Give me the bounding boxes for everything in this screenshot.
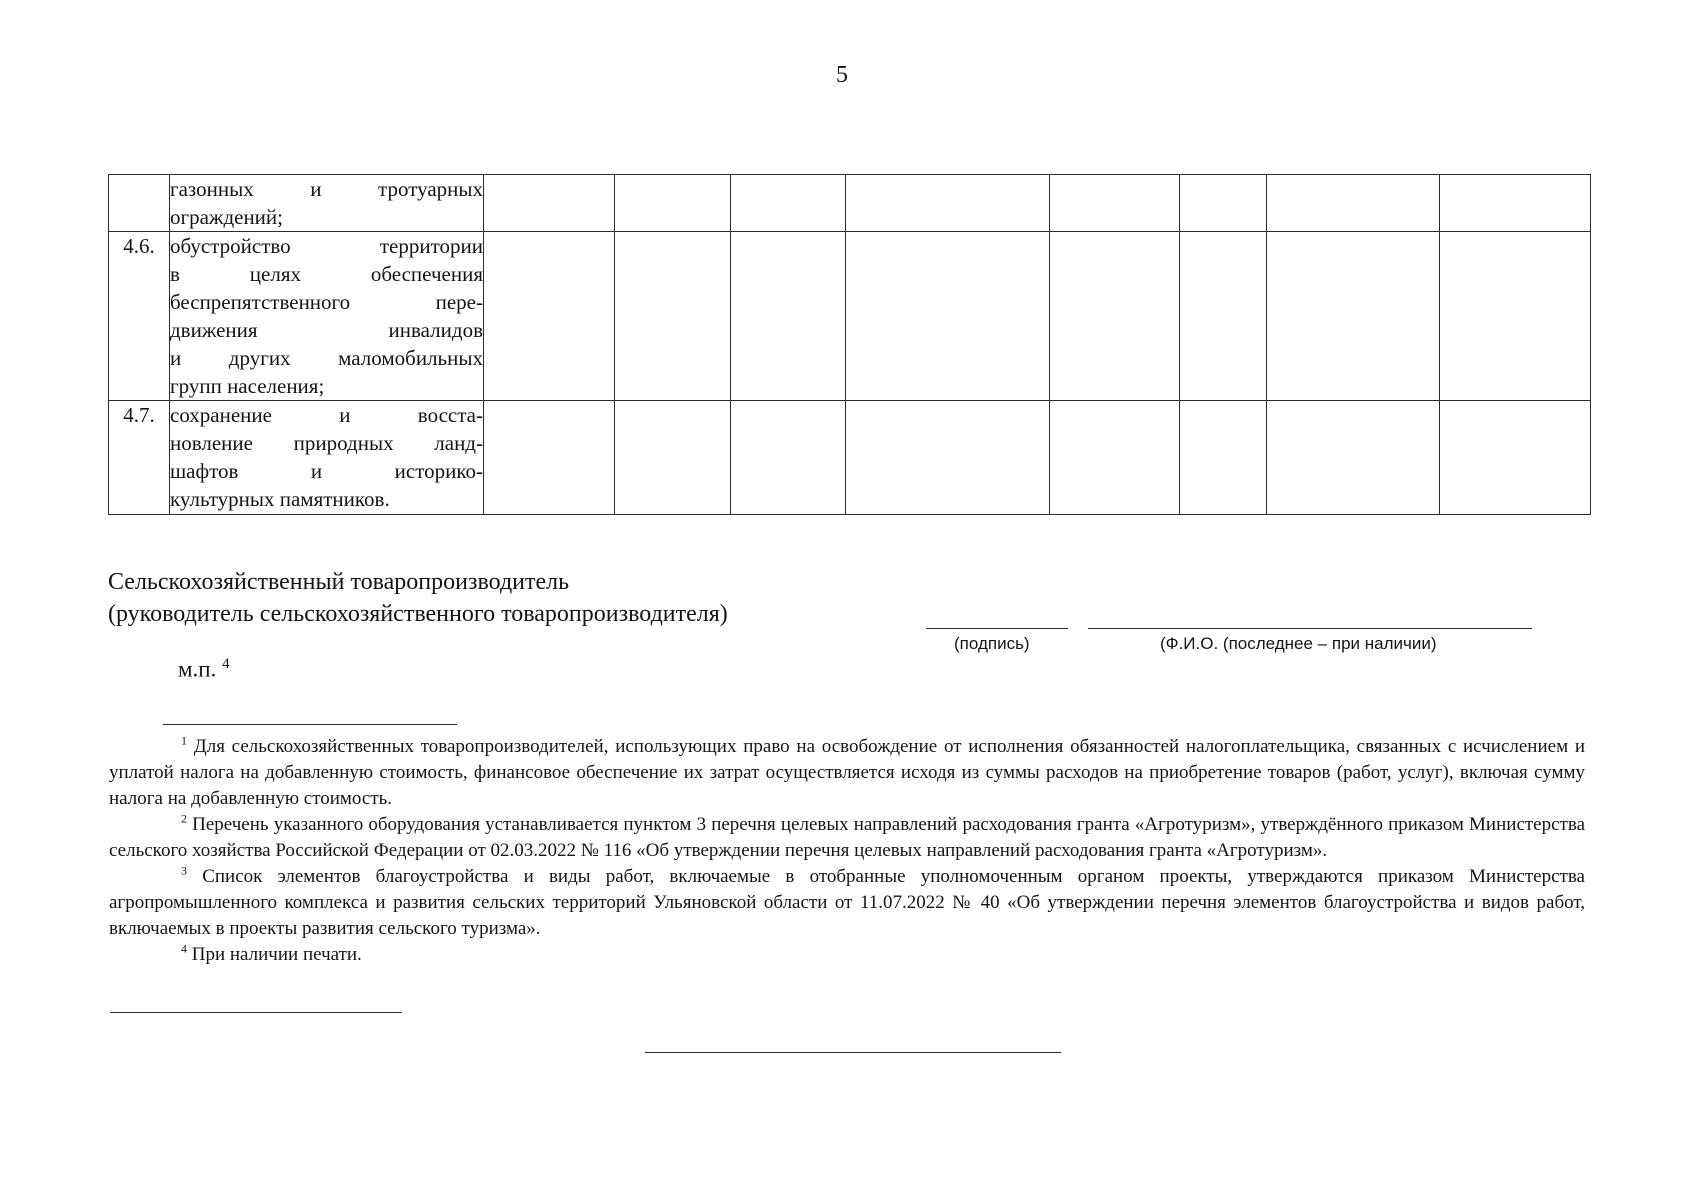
description-line: ограждений;: [170, 205, 283, 229]
table-cell: [731, 232, 846, 401]
table-cell: [1267, 401, 1440, 515]
end-rule-short: [110, 1012, 402, 1013]
signer-block: [108, 566, 728, 630]
table-cell: [731, 175, 846, 232]
footnotes: [109, 734, 1585, 968]
table-cell: [1180, 175, 1267, 232]
table-cell: [846, 401, 1050, 515]
footnote-marker: 3: [181, 863, 187, 878]
table-row: [109, 401, 1591, 515]
footnote-text: Список элементов благоустройства и виды работ, включаемые в отобранные уполномоченным органом проекты, утверждаются приказом Министерства агропромышленного комплекса и развития сельских территорий Ульяновской области от 11.07.2022 № 40 «Об утверждении перечня элементов благоустройства и видов работ, включаемых в проекты развития сельского туризма».: [109, 866, 1585, 939]
footnote: [109, 864, 1585, 942]
footnote-marker: 1: [181, 733, 187, 748]
footnote-text: Перечень указанного оборудования устанавливается пунктом 3 перечня целевых направлений расходования гранта «Агротуризм», утверждённого приказом Министерства сельского хозяйства Российской Федерации от 02.03.2022 № 116 «Об утверждении перечня целевых направлений расходования гранта «Агротуризм».: [109, 814, 1585, 861]
description-line: и других маломобильных: [170, 346, 483, 370]
row-description: [170, 175, 484, 232]
table-cell: [846, 232, 1050, 401]
footnote: [109, 734, 1585, 812]
footnote-text: Для сельскохозяйственных товаропроизводителей, использующих право на освобождение от исполнения обязанностей налогоплательщика, связанных с исчислением и уплатой налога на добавленную стоимость, финансовое обеспечение их затрат осуществляется исходя из суммы расходов на приобретение товаров (работ, услуг), включая сумму налога на добавленную стоимость.: [109, 736, 1586, 809]
row-description: [170, 401, 484, 515]
row-description: [170, 232, 484, 401]
signer-title: Сельскохозяйственный товаропроизводитель: [108, 569, 570, 595]
table-cell: [1440, 232, 1591, 401]
seal-footnote-marker: 4: [222, 656, 230, 672]
footnote-separator: [163, 724, 457, 725]
page-number: 5: [836, 62, 848, 88]
table-cell: [1180, 401, 1267, 515]
row-number: 4.6.: [109, 232, 170, 401]
footnote-marker: 2: [181, 811, 187, 826]
expense-table: [108, 174, 1591, 515]
table-cell: [1050, 232, 1180, 401]
table-cell: [1440, 175, 1591, 232]
table-cell: [484, 232, 615, 401]
row-number: 4.7.: [109, 401, 170, 515]
table-cell: [1267, 232, 1440, 401]
footnote-text: При наличии печати.: [191, 944, 362, 965]
table-cell: [615, 232, 731, 401]
name-caption: (Ф.И.О. (последнее – при наличии): [1160, 634, 1437, 653]
table-cell: [846, 175, 1050, 232]
row-number: [109, 175, 170, 232]
table-cell: [1180, 232, 1267, 401]
description-line: беспрепятственного пере-: [170, 290, 483, 314]
signature-caption: (подпись): [954, 634, 1030, 653]
table-row: [109, 232, 1591, 401]
table-cell: [731, 401, 846, 515]
table-cell: [615, 401, 731, 515]
table-cell: [615, 175, 731, 232]
footnote: [109, 942, 1585, 968]
name-line: [1088, 628, 1532, 629]
end-rule-center: [645, 1052, 1061, 1053]
table-row: [109, 175, 1591, 232]
description-line: в целях обеспечения: [170, 262, 483, 286]
description-line: новление природных ланд-: [170, 431, 483, 455]
table-cell: [1267, 175, 1440, 232]
table-cell: [1050, 175, 1180, 232]
description-line: культурных памятников.: [170, 487, 390, 511]
signature-line: [926, 628, 1068, 629]
seal-text: м.п.: [178, 656, 217, 682]
signer-subtitle: (руководитель сельскохозяйственного товаропроизводителя): [108, 601, 728, 627]
description-line: шафтов и историко-: [170, 459, 483, 483]
footnote-marker: 4: [181, 941, 187, 956]
description-line: групп населения;: [170, 374, 325, 398]
table-cell: [484, 175, 615, 232]
table-cell: [1050, 401, 1180, 515]
description-line: движения инвалидов: [170, 318, 483, 342]
footnote: [109, 812, 1585, 864]
description-line: сохранение и восста-: [170, 403, 483, 427]
seal-label: [178, 656, 230, 683]
description-line: обустройство территории: [170, 234, 483, 258]
table-cell: [484, 401, 615, 515]
description-line: газонных и тротуарных: [170, 177, 483, 201]
table-cell: [1440, 401, 1591, 515]
